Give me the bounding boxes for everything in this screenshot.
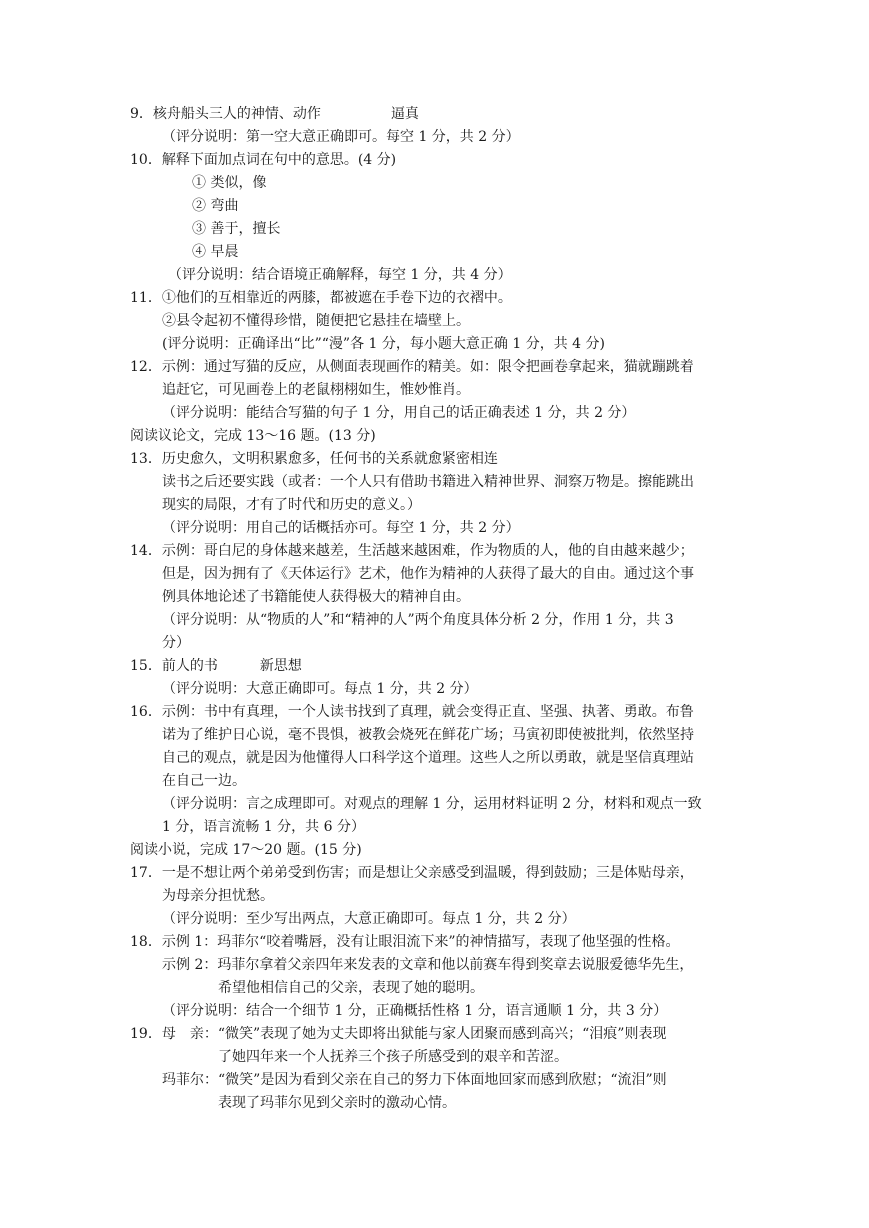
scoring-note-9: （评分说明：第一空大意正确即可。每空 1 分，共 2 分） [162, 129, 520, 145]
answer-12-line2: 追赶它，可见画卷上的老鼠栩栩如生，惟妙惟肖。 [162, 382, 470, 398]
answer-13-line1: 13．历史愈久，文明积累愈多，任何书的关系就愈紧密相连 [130, 451, 498, 467]
answer-19-mafei-line2: 表现了玛菲尔见到父亲时的激动心情。 [218, 1095, 456, 1111]
scoring-note-13: （评分说明：用自己的话概括亦可。每空 1 分，共 2 分） [162, 520, 520, 536]
scoring-note-15: （评分说明：大意正确即可。每点 1 分，共 2 分） [162, 681, 478, 697]
scoring-note-12: （评分说明：能结合写猫的句子 1 分，用自己的话正确表述 1 分，共 2 分） [162, 405, 636, 421]
answer-19-mother-line2: 了她四年来一个人抚养三个孩子所感受到的艰辛和苦涩。 [218, 1049, 568, 1065]
answer-9: 9．核舟船头三人的神情、动作 逼真 [130, 106, 419, 122]
answer-11-1: 11．①他们的互相靠近的两膝，都被遮在手卷下边的衣褶中。 [130, 290, 512, 306]
answer-15: 15．前人的书 新思想 [130, 658, 302, 674]
scoring-note-16-line2: 1 分，语言流畅 1 分，共 6 分） [162, 819, 365, 835]
answer-13-line2: 读书之后还要实践（或者：一个人只有借助书籍进入精神世界、洞察万物是。擦能跳出 [162, 474, 694, 490]
answer-18-example1: 18．示例 1：玛菲尔“咬着嘴唇，没有让眼泪流下来”的神情描写，表现了他坚强的性格。 [130, 934, 680, 950]
answer-14-line2: 但是，因为拥有了《天体运行》艺术，他作为精神的人获得了最大的自由。通过这个事 [162, 566, 694, 582]
answer-12-line1: 12．示例：通过写猫的反应，从侧面表现画作的精美。如：限令把画卷拿起来，猫就蹦跳着 [130, 359, 694, 375]
answer-16-line2: 诺为了维护日心说，毫不畏惧，被教会烧死在鲜花广场；马寅初即使被批判，依然坚持 [162, 727, 694, 743]
answer-10-1: ① 类似，像 [192, 175, 267, 191]
scoring-note-14-line1: （评分说明：从“物质的人”和“精神的人”两个角度具体分析 2 分，作用 1 分，共 3 [162, 612, 674, 628]
question-10: 10．解释下面加点词在句中的意思。(4 分) [130, 152, 397, 168]
scoring-note-14-line2: 分） [162, 635, 190, 651]
answer-18-example2-line1: 示例 2：玛菲尔拿着父亲四年来发表的文章和他以前赛车得到奖章去说服爱德华先生， [162, 957, 694, 973]
answer-10-4: ④ 早晨 [192, 244, 239, 260]
scoring-note-17: （评分说明：至少写出两点，大意正确即可。每点 1 分，共 2 分） [162, 911, 576, 927]
answer-10-2: ② 弯曲 [192, 198, 239, 214]
answer-16-line1: 16．示例：书中有真理，一个人读书找到了真理，就会变得正直、坚强、执著、勇敢。布鲁 [130, 704, 694, 720]
answer-14-line1: 14．示例：哥白尼的身体越来越差，生活越来越困难，作为物质的人，他的自由越来越少； [130, 543, 694, 559]
answer-19-mother-line1: 19．母 亲：“微笑”表现了她为丈夫即将出狱能与家人团聚而感到高兴；“泪痕”则表现 [130, 1026, 667, 1042]
answer-14-line3: 例具体地论述了书籍能使人获得极大的精神自由。 [162, 589, 470, 605]
answer-16-line3: 自己的观点，就是因为他懂得人口科学这个道理。这些人之所以勇敢，就是坚信真理站 [162, 750, 694, 766]
answer-17-line2: 为母亲分担忧愁。 [162, 888, 274, 904]
section-heading-argument: 阅读议论文，完成 13～16 题。(13 分) [130, 428, 376, 444]
answer-11-2: ②县令起初不懂得珍惜，随便把它悬挂在墙壁上。 [162, 313, 470, 329]
answer-17-line1: 17．一是不想让两个弟弟受到伤害；而是想让父亲感受到温暖，得到鼓励；三是体贴母亲， [130, 865, 694, 881]
scoring-note-16-line1: （评分说明：言之成理即可。对观点的理解 1 分，运用材料证明 2 分，材料和观点一致 [162, 796, 702, 812]
answer-19-mafei-line1: 玛菲尔：“微笑”是因为看到父亲在自己的努力下体面地回家而感到欣慰；“流泪”则 [162, 1072, 667, 1088]
answer-13-line3: 现实的局限，才有了时代和历史的意义。） [162, 497, 421, 513]
answer-16-line4: 在自己一边。 [162, 773, 246, 789]
scoring-note-11: (评分说明：正确译出“比”“漫”各 1 分，每小题大意正确 1 分，共 4 分) [162, 336, 605, 352]
answer-10-3: ③ 善于，擅长 [192, 221, 281, 237]
scoring-note-10: （评分说明：结合语境正确解释，每空 1 分，共 4 分） [168, 267, 512, 283]
answer-18-example2-line2: 希望他相信自己的父亲，表现了她的聪明。 [218, 980, 484, 996]
section-heading-novel: 阅读小说，完成 17～20 题。(15 分) [130, 842, 362, 858]
scoring-note-18: （评分说明：结合一个细节 1 分，正确概括性格 1 分，语言通顺 1 分，共 3 分） [162, 1003, 668, 1019]
